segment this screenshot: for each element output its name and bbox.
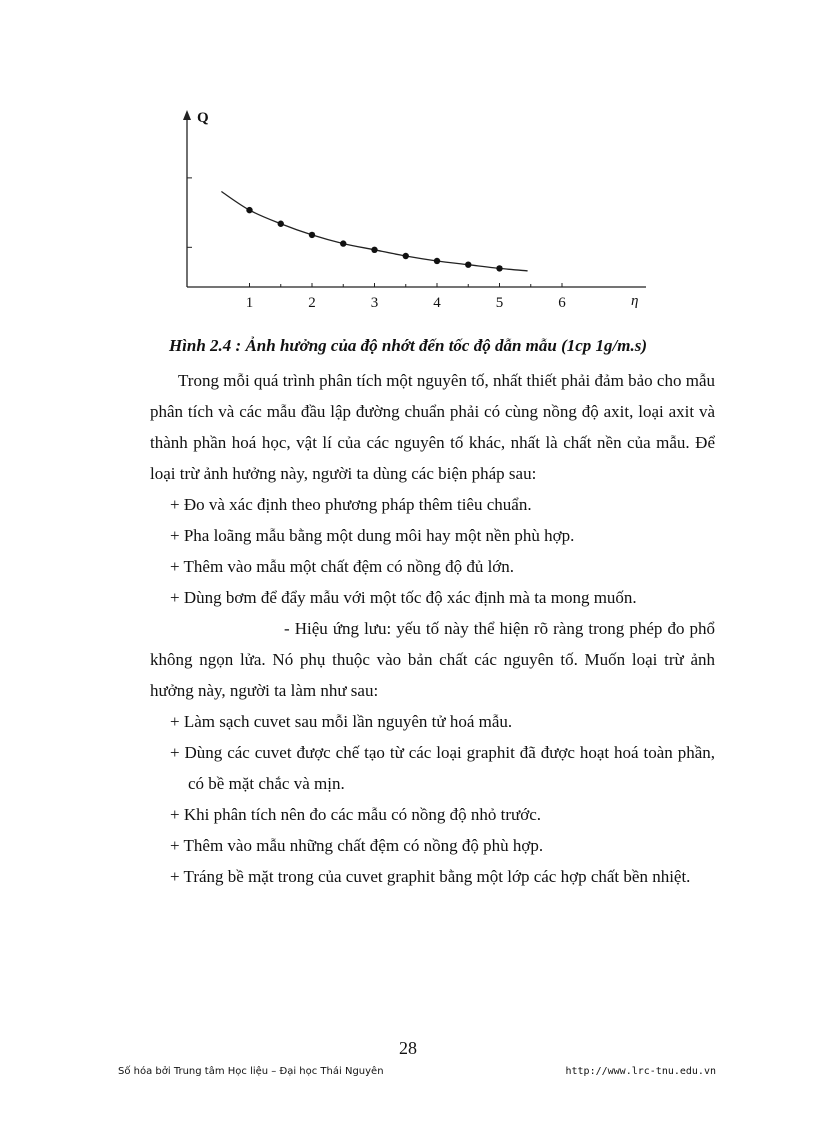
- x-axis-label: η: [631, 293, 639, 309]
- y-axis-label: Q: [197, 110, 209, 126]
- paragraph-1: Trong mỗi quá trình phân tích một nguyên tố, nhất thiết phải đảm bảo cho mẫu phân tích và các mẫu đầu lập đường chuẩn phải có cùng nồng độ axit, loại axit và thành phần hoá học, vật lí của các nguyên tố khác, nhất là chất nền của mẫu. Để loại trừ ảnh hưởng này, người ta dùng các biện pháp sau:: [150, 371, 715, 483]
- data-point: [371, 247, 377, 253]
- data-point: [496, 265, 502, 271]
- data-point: [246, 207, 252, 213]
- page-footer: [118, 1066, 716, 1077]
- data-point: [309, 232, 315, 238]
- list-item: + Dùng các cuvet được chế tạo từ các loại graphit đã được hoạt hoá toàn phần, có bề mặt chắc và mịn.: [170, 743, 715, 793]
- data-point: [340, 240, 346, 246]
- chart-svg: [170, 100, 670, 315]
- x-tick-label: 5: [495, 295, 504, 311]
- viscosity-chart: [170, 100, 670, 315]
- y-axis-arrow: [183, 110, 191, 120]
- footer-source: Số hóa bởi Trung tâm Học liệu – Đại học Thái Nguyên: [118, 1066, 384, 1077]
- figure-caption: Hình 2.4 : Ảnh hưởng của độ nhớt đến tốc độ dẫn mẫu (1cp 1g/m.s): [168, 336, 648, 355]
- list-item: + Thêm vào mẫu một chất đệm có nồng độ đủ lớn.: [170, 557, 515, 576]
- list-item: + Dùng bơm để đẩy mẫu với một tốc độ xác định mà ta mong muốn.: [170, 588, 637, 607]
- x-tick-label: 4: [433, 295, 441, 311]
- list-item: + Thêm vào mẫu những chất đệm có nồng độ phù hợp.: [170, 836, 544, 855]
- x-tick-label: 6: [558, 295, 566, 311]
- x-tick-label: 3: [370, 295, 379, 311]
- paragraph-2: - Hiệu ứng lưu: yếu tố này thể hiện rõ ràng trong phép đo phổ không ngọn lửa. Nó phụ thuộc vào bản chất các nguyên tố. Muốn loại trừ ảnh hưởng này, người ta làm như sau:: [150, 619, 715, 700]
- data-point: [403, 253, 409, 259]
- list-item: + Làm sạch cuvet sau mỗi lần nguyên tử hoá mẫu.: [170, 712, 513, 731]
- list-item: + Khi phân tích nên đo các mẫu có nồng độ nhỏ trước.: [170, 805, 542, 824]
- data-point: [465, 261, 471, 267]
- data-point: [434, 258, 440, 264]
- x-tick-label: 2: [308, 295, 316, 311]
- list-item: + Tráng bề mặt trong của cuvet graphit bằng một lớp các hợp chất bền nhiệt.: [170, 867, 691, 886]
- list-item: + Pha loãng mẫu bằng một dung môi hay một nền phù hợp.: [170, 526, 575, 545]
- page-number: 28: [399, 1038, 417, 1058]
- footer-url: http://www.lrc-tnu.edu.vn: [565, 1066, 716, 1077]
- body-text: [150, 365, 715, 892]
- data-point: [278, 221, 284, 227]
- series-line: [221, 192, 527, 271]
- x-tick-label: 1: [245, 295, 254, 311]
- list-item: + Đo và xác định theo phương pháp thêm tiêu chuẩn.: [170, 495, 532, 514]
